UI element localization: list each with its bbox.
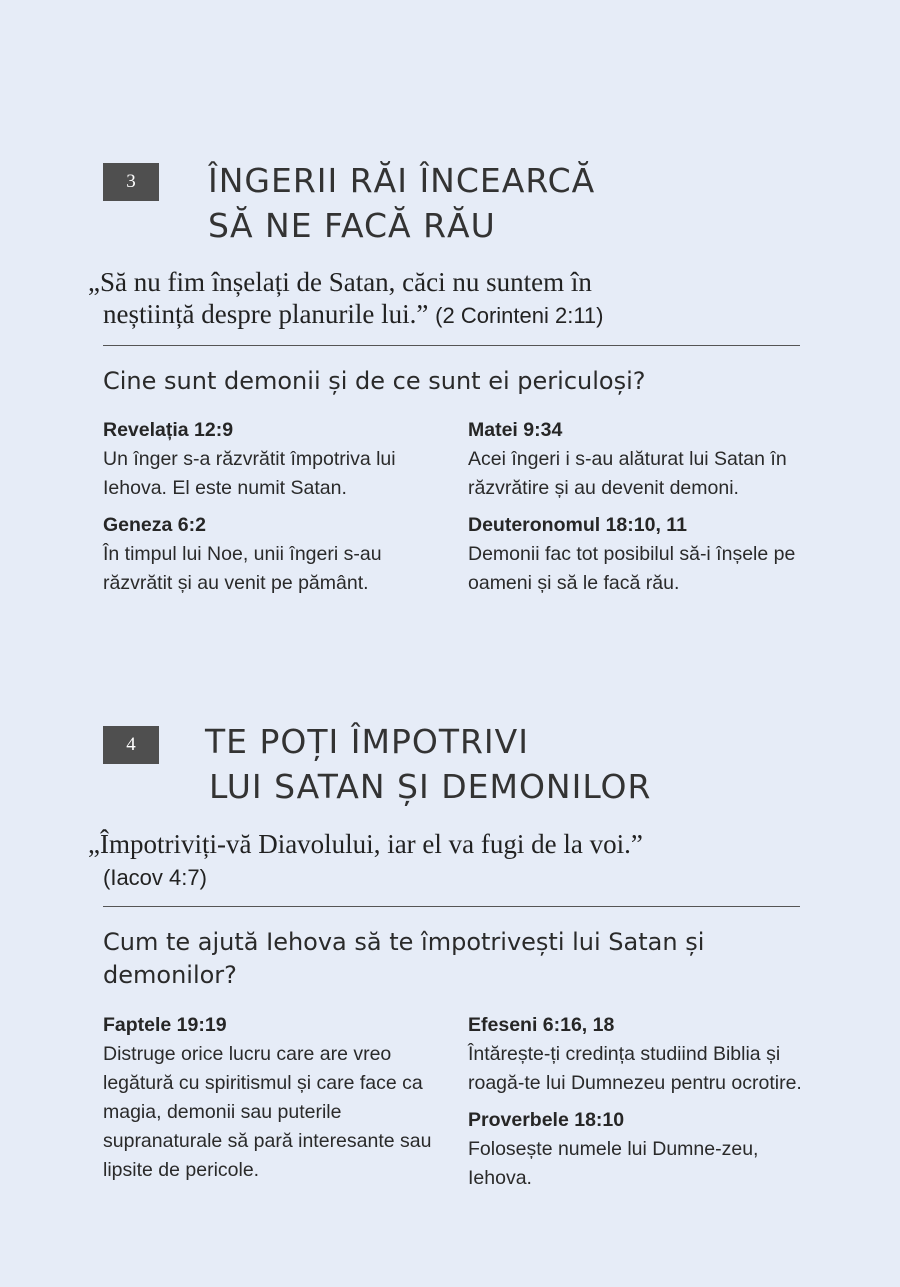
section-heading <box>205 719 651 809</box>
scripture-item <box>468 416 808 503</box>
scripture-text: Distruge orice lucru care are vreo legătură cu spiritismul și care face ca magia, demonii sau puterile supranaturale să pară interesante sau lipsite de pericole. <box>103 1043 432 1181</box>
scripture-item <box>468 1011 808 1098</box>
quote-line2: neștiință despre planurile lui.” <box>103 299 429 329</box>
scripture-item <box>103 416 443 503</box>
quote-line2-wrap <box>88 298 808 332</box>
scripture-item <box>468 1106 808 1193</box>
section-number-badge: 3 <box>103 163 159 201</box>
quote-reference: (Iacov 4:7) <box>103 865 207 890</box>
scripture-ref: Geneza 6:2 <box>103 514 206 536</box>
scripture-quote <box>88 266 808 332</box>
scripture-text: Un înger s-a răzvrătit împotriva lui Iehova. El este numit Satan. <box>103 448 396 499</box>
scripture-item <box>468 511 808 598</box>
section-heading-line2: SĂ NE FACĂ RĂU <box>208 206 496 245</box>
left-column <box>103 1011 433 1193</box>
quote-line1: „Împotriviți-vă Diavolului, iar el va fugi de la voi.” <box>88 829 643 859</box>
scripture-ref: Faptele 19:19 <box>103 1014 227 1036</box>
scripture-ref: Deuteronomul 18:10, 11 <box>468 514 687 536</box>
quote-reference: (2 Corinteni 2:11) <box>435 303 604 328</box>
section-heading-line2: LUI SATAN ȘI DEMONILOR <box>209 767 652 806</box>
quote-line1: „Să nu fim înșelați de Satan, căci nu suntem în <box>88 267 592 297</box>
right-column <box>468 1011 808 1201</box>
left-column <box>103 416 443 606</box>
scripture-ref: Revelația 12:9 <box>103 419 234 441</box>
scripture-ref: Matei 9:34 <box>468 419 563 441</box>
scripture-text: Demonii fac tot posibilul să-i înșele pe oameni și să le facă rău. <box>468 543 796 594</box>
section-heading-line1: ÎNGERII RĂI ÎNCEARCĂ <box>208 161 596 200</box>
quote-line2-wrap <box>88 860 808 894</box>
divider <box>103 906 800 907</box>
scripture-item <box>103 1011 433 1185</box>
scripture-text: Folosește numele lui Dumne-zeu, Iehova. <box>468 1138 759 1189</box>
section-heading-line1: TE POȚI ÎMPOTRIVI <box>205 722 529 761</box>
divider <box>103 345 800 346</box>
section-heading <box>208 158 595 248</box>
scripture-ref: Efeseni 6:16, 18 <box>468 1014 615 1036</box>
scripture-ref: Proverbele 18:10 <box>468 1109 625 1131</box>
section-number-badge: 4 <box>103 726 159 764</box>
scripture-item <box>103 511 443 598</box>
right-column <box>468 416 808 606</box>
scripture-quote <box>88 828 808 894</box>
scripture-text: Acei îngeri i s-au alăturat lui Satan în răzvrătire și au devenit demoni. <box>468 448 787 499</box>
section-question: Cine sunt demonii și de ce sunt ei periculoși? <box>103 367 646 395</box>
scripture-text: În timpul lui Noe, unii îngeri s-au răzvrătit și au venit pe pământ. <box>103 543 382 594</box>
scripture-text: Întărește-ți credința studiind Biblia și roagă-te lui Dumnezeu pentru ocrotire. <box>468 1043 802 1094</box>
section-question: Cum te ajută Iehova să te împotrivești lui Satan și demonilor? <box>103 928 705 989</box>
